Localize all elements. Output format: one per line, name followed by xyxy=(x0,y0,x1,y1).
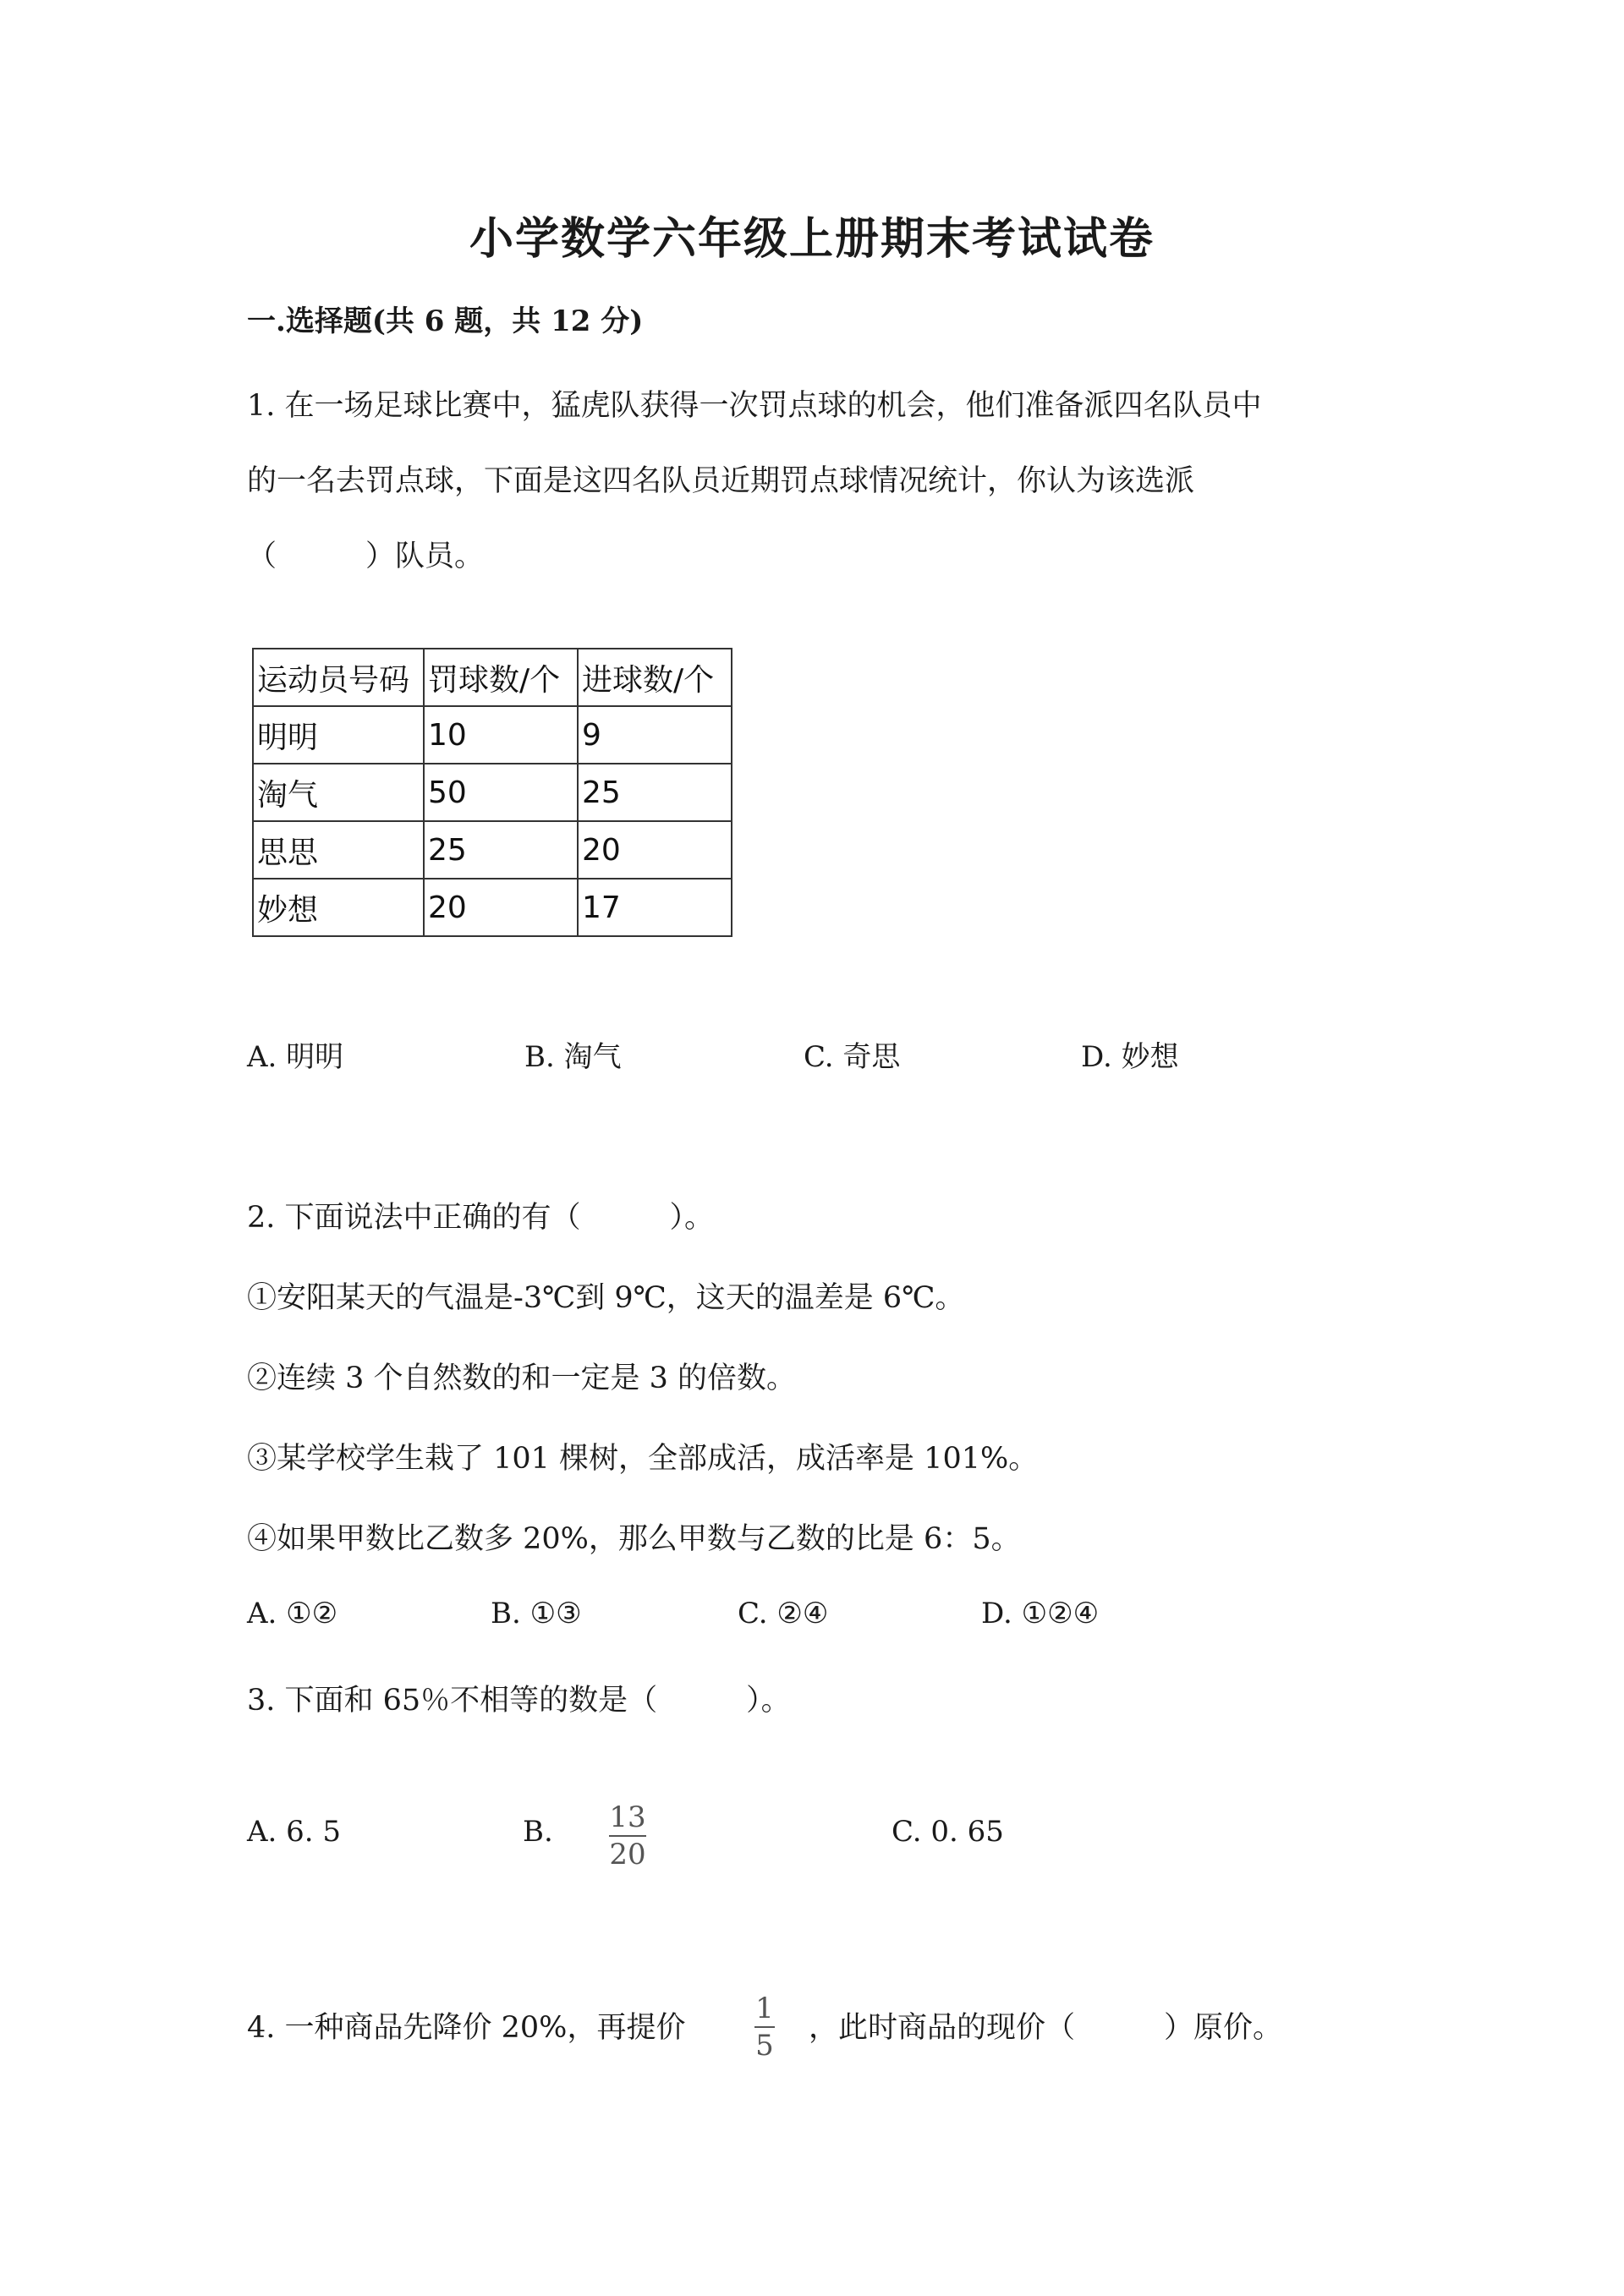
page-title: 小学数学六年级上册期末考试试卷 xyxy=(469,213,1155,265)
q4-fraction xyxy=(748,1992,782,2063)
table-cell: 9 xyxy=(578,706,732,764)
table-cell: 20 xyxy=(424,879,578,936)
fraction-numerator: 13 xyxy=(609,1800,646,1834)
fraction-denominator: 5 xyxy=(755,2029,774,2063)
q3-option-a: A. 6. 5 xyxy=(247,1815,342,1849)
section-heading: 一.选择题(共 6 题，共 12 分) xyxy=(247,304,644,338)
q2-statement-2: ②连续 3 个自然数的和一定是 3 的倍数。 xyxy=(247,1362,797,1395)
q1-option-a: A. 明明 xyxy=(247,1040,344,1074)
penalty-stats-table xyxy=(252,648,732,937)
table-cell: 25 xyxy=(424,821,578,879)
q1-option-b: B. 淘气 xyxy=(524,1040,622,1074)
table-cell: 20 xyxy=(578,821,732,879)
q2-option-c: C. ②④ xyxy=(738,1597,829,1630)
q1-line-3: （ ）队员。 xyxy=(247,540,485,573)
fraction-denominator: 20 xyxy=(609,1838,646,1871)
table-row xyxy=(253,821,732,879)
q4-stem-after: ，此时商品的现价（ ）原价。 xyxy=(809,2011,1283,2045)
q3-option-b-fraction xyxy=(602,1800,653,1871)
q1-line-1: 1. 在一场足球比赛中，猛虎队获得一次罚点球的机会，他们准备派四名队员中 xyxy=(247,389,1262,423)
q1-line-2: 的一名去罚点球，下面是这四名队员近期罚点球情况统计，你认为该选派 xyxy=(247,464,1195,498)
fraction-numerator: 1 xyxy=(755,1992,774,2025)
q3-stem: 3. 下面和 65％不相等的数是（ ）。 xyxy=(247,1684,791,1718)
q2-stem: 2. 下面说法中正确的有（ ）。 xyxy=(247,1201,715,1235)
q2-statement-4: ④如果甲数比乙数多 20%，那么甲数与乙数的比是 6：5。 xyxy=(247,1522,1021,1556)
q4-stem-before: 4. 一种商品先降价 20%，再提价 xyxy=(247,2011,686,2045)
table-cell: 明明 xyxy=(253,706,424,764)
table-row xyxy=(253,706,732,764)
q2-statement-3: ③某学校学生栽了 101 棵树，全部成活，成活率是 101%。 xyxy=(247,1442,1039,1476)
table-row xyxy=(253,764,732,821)
q2-option-d: D. ①②④ xyxy=(981,1597,1100,1630)
q2-statement-1: ①安阳某天的气温是-3℃到 9℃，这天的温差是 6℃。 xyxy=(247,1281,965,1315)
table-header-cell: 运动员号码 xyxy=(253,649,424,706)
q2-option-a: A. ①② xyxy=(247,1597,338,1630)
table-cell: 17 xyxy=(578,879,732,936)
table-header-cell: 进球数/个 xyxy=(578,649,732,706)
table-cell: 50 xyxy=(424,764,578,821)
table-cell: 妙想 xyxy=(253,879,424,936)
q1-option-d: D. 妙想 xyxy=(1081,1040,1179,1074)
q2-option-b: B. ①③ xyxy=(491,1597,582,1630)
table-cell: 思思 xyxy=(253,821,424,879)
q3-option-c: C. 0. 65 xyxy=(892,1815,1004,1849)
table-cell: 10 xyxy=(424,706,578,764)
table-cell: 淘气 xyxy=(253,764,424,821)
table-header-cell: 罚球数/个 xyxy=(424,649,578,706)
table-cell: 25 xyxy=(578,764,732,821)
table-row xyxy=(253,879,732,936)
table-header-row xyxy=(253,649,732,706)
q1-option-c: C. 奇思 xyxy=(804,1040,901,1074)
q3-option-b-label: B. xyxy=(523,1815,553,1849)
